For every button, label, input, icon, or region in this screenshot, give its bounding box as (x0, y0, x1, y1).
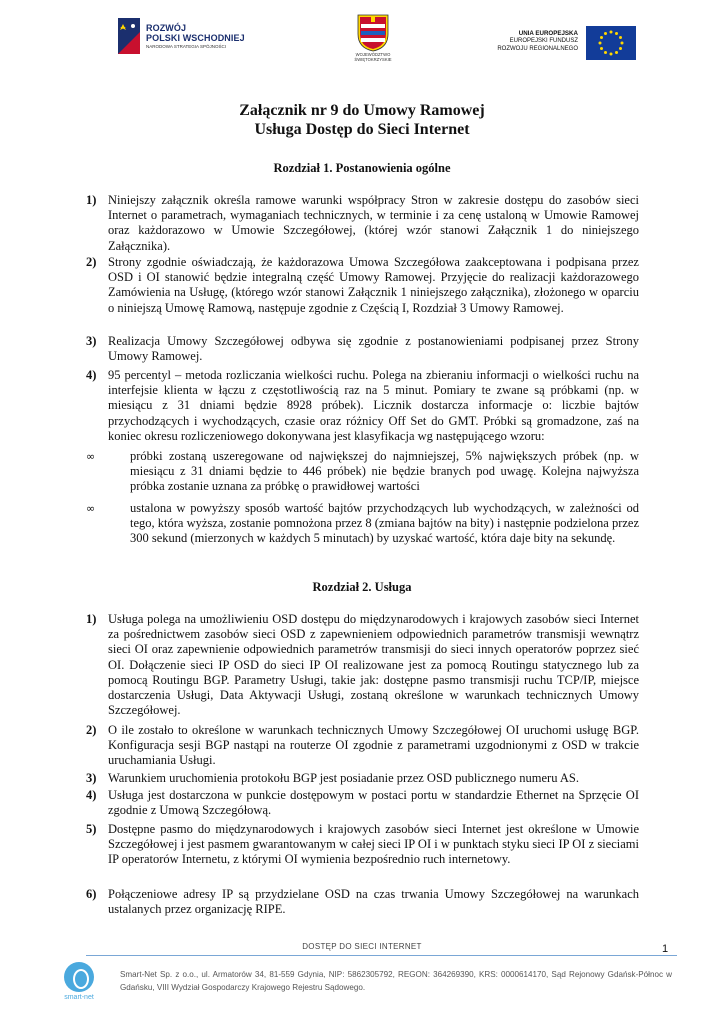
item-text: Strony zgodnie oświadczają, że każdorazowa Umowa Szczegółowa zaakceptowana i podpisana przez OSD i OI stanowić będzie integralną część Umowy Ramowej. Przyjęcie do realizacji każdorazowego Zamówienia na Usługę, (którego wzór stanowi Załącznik 1 niniejszego załącznika), złożonego w oparciu o niniejszą Umowę Ramową, następuje zgodnie z Częścią I, Rozdział 3 Umowy Ramowej. (108, 255, 639, 315)
item-number: 4) (86, 788, 97, 802)
item-number: 2) (86, 723, 97, 737)
chapter2-item (86, 788, 639, 818)
crest-caption1: WOJEWÓDZTWO (355, 52, 391, 57)
item-number: 1) (86, 193, 97, 207)
footer-divider (86, 955, 677, 956)
swietokrzyskie-crest-logo (352, 14, 394, 76)
chapter2-item (86, 612, 639, 718)
chapter2-item (86, 771, 639, 786)
logo-left-line1: ROZWÓJ (146, 23, 187, 33)
item-number: 3) (86, 334, 97, 348)
eu-fund-logo (486, 26, 636, 62)
page-number: 1 (662, 943, 669, 955)
item-text: Połączeniowe adresy IP są przydzielane OSD na czas trwania Umowy Szczegółowej na warunkach ustalanych przez organizację RIPE. (108, 887, 639, 917)
chapter2-item (86, 822, 639, 868)
item-number: 1) (86, 612, 97, 626)
chapter2-item (86, 723, 639, 769)
item-text: Niniejszy załącznik określa ramowe warunki współpracy Stron w zakresie dostępu do zasobów sieci Internet o parametrach, wymaganiach technicznych, w terminie i za cenę ustaloną w Umowie Ramowej oraz każdorazowo w Umowie Szczegółowej, (której wzór stanowi Załącznik 1 do niniejszego Załącznika). (108, 193, 639, 253)
document-subtitle: Usługa Dostęp do Sieci Internet (254, 121, 470, 138)
chapter1-bullet (86, 449, 639, 495)
chapter2-item (86, 887, 639, 917)
item-text: Usługa jest dostarczona w punkcie dostępowym w postaci portu w standardzie Ethernet na Sprzęcie OI zgodnie z Umową Szczegółową. (108, 788, 639, 818)
crest-icon (357, 14, 389, 52)
item-text: Dostępne pasmo do międzynarodowych i krajowych zasobów sieci Internet jest określone w Umowie Szczegółowej i jest pasmem gwarantowanym w całej sieci IP OI i w punktach styku sieci IP OI z sieciami IP operatorów Internetu, z którymi OI wymienia bezpośrednio ruch internetowy. (108, 822, 639, 867)
item-text: Realizacja Umowy Szczegółowej odbywa się zgodnie z postanowieniami podpisanej przez Strony Umowy Ramowej. (108, 334, 639, 364)
item-text: O ile zostało to określone w warunkach technicznych Umowy Szczegółowej OI uruchomi usługę BGP. Konfiguracja sesji BGP nastąpi na routerze OI zgodnie z parametrami uzgodnionymi z OSD w trakcie uruchamiania Usługi. (108, 723, 639, 768)
item-number: 4) (86, 368, 97, 382)
item-text: 95 percentyl – metoda rozliczania wielkości ruchu. Polega na zbieraniu informacji o wielkości ruchu na interfejsie klienta w łączu z częstotliwością raz na 5 minut. Pomiary te zwane są próbkami (np. w miesiącu z 31 dniami będzie 8928 próbek). Licznik dostarcza informacje o: liczbie bajtów przychodzących i wychodzących, czasie oraz różnicy Off Set do GMT. Próbki są gromadzone, zaś na koniec okresu rozliczeniowego dokonywana jest klasyfikacja wg następującego wzoru: (108, 368, 639, 443)
logo-left-line2: POLSKI WSCHODNIEJ (146, 33, 245, 43)
chapter1-bullet (86, 501, 639, 547)
eu-flag-icon (586, 26, 636, 60)
smart-net-logo-text: smart-net (64, 994, 94, 1001)
infinity-bullet-icon: ∞ (86, 450, 96, 463)
item-number: 5) (86, 822, 97, 836)
item-number: 3) (86, 771, 97, 785)
chapter1-item (86, 255, 639, 316)
item-text: Usługa polega na umożliwieniu OSD dostępu do międzynarodowych i krajowych zasobów sieci Internet za pośrednictwem zasobów sieci OSD z zapewnieniem odpowiednich parametrów transmisji wewnątrz sieci OI oraz zapewnienie odpowiednich parametrów transmisji do sieci innych operatorów poprzez sieć OI. Dołączenie sieci IP OSD do sieci IP OI realizowane jest za pomocą Routingu statycznego lub za pomocą Routingu BGP. Parametry Usługi, takie jak: dostępne pasmo transmisji ruchu TCP/IP, miejsce dostarczenia Usługi, Data Aktywacji Usługi, zostaną określone w warunkach technicznych Umowy Szczegółowej. (108, 612, 639, 718)
bullet-text: próbki zostaną uszeregowane od największej do najmniejszej, 5% największych próbek (np. w miesiącu z 31 dniami będzie to 446 próbek) nie będzie branych pod uwagę. Kolejna najwyższa próbka zostanie uznana za próbkę o prawidłowej wartości (130, 449, 639, 494)
item-text: Warunkiem uruchomienia protokołu BGP jest posiadanie przez OSD publicznego numeru AS. (108, 771, 580, 785)
crest-caption2: ŚWIĘTOKRZYSKIE (354, 57, 392, 62)
document-title: Załącznik nr 9 do Umowy Ramowej (239, 102, 485, 119)
rozwoj-polski-wschodniej-logo (118, 18, 248, 58)
infinity-bullet-icon: ∞ (86, 502, 96, 515)
item-number: 6) (86, 887, 97, 901)
chapter1-item (86, 334, 639, 364)
chapter1-item (86, 193, 639, 254)
smart-net-logo (60, 962, 98, 1008)
eu-line2: EUROPEJSKI FUNDUSZ (509, 38, 578, 44)
company-info: Smart-Net Sp. z o.o., ul. Armatorów 34, 81-559 Gdynia, NIP: 5862305792, REGON: 364269390, KRS: 0000614170, Sąd Rejonowy Gdańsk-Północ w Gdańsku, VIII Wydział Gospodarczy Krajowego Rejestru Sądowego. (120, 970, 672, 992)
bullet-text: ustalona w powyższy sposób wartość bajtów przychodzących lub wychodzących, w zależności od tego, która wyższa, zostanie pomnożona przez 8 (zmiana bajtów na bity) i następnie podzielona przez 300 sekund (mierzonych w każdych 5 minutach) by uzyskać wartość, która daje bity na sekundę. (130, 501, 639, 546)
footer-title: DOSTĘP DO SIECI INTERNET (302, 942, 422, 951)
logo-left-line3: NARODOWA STRATEGIA SPÓJNOŚCI (146, 44, 227, 49)
rozwoj-flag-icon (118, 18, 140, 54)
chapter2-heading: Rozdział 2. Usługa (312, 580, 412, 594)
chapter1-item (86, 368, 639, 444)
item-number: 2) (86, 255, 97, 269)
chapter1-heading: Rozdział 1. Postanowienia ogólne (273, 161, 451, 175)
eu-line1: UNIA EUROPEJSKA (518, 30, 578, 37)
eu-line3: ROZWOJU REGIONALNEGO (497, 45, 578, 52)
smart-net-icon (64, 962, 94, 992)
